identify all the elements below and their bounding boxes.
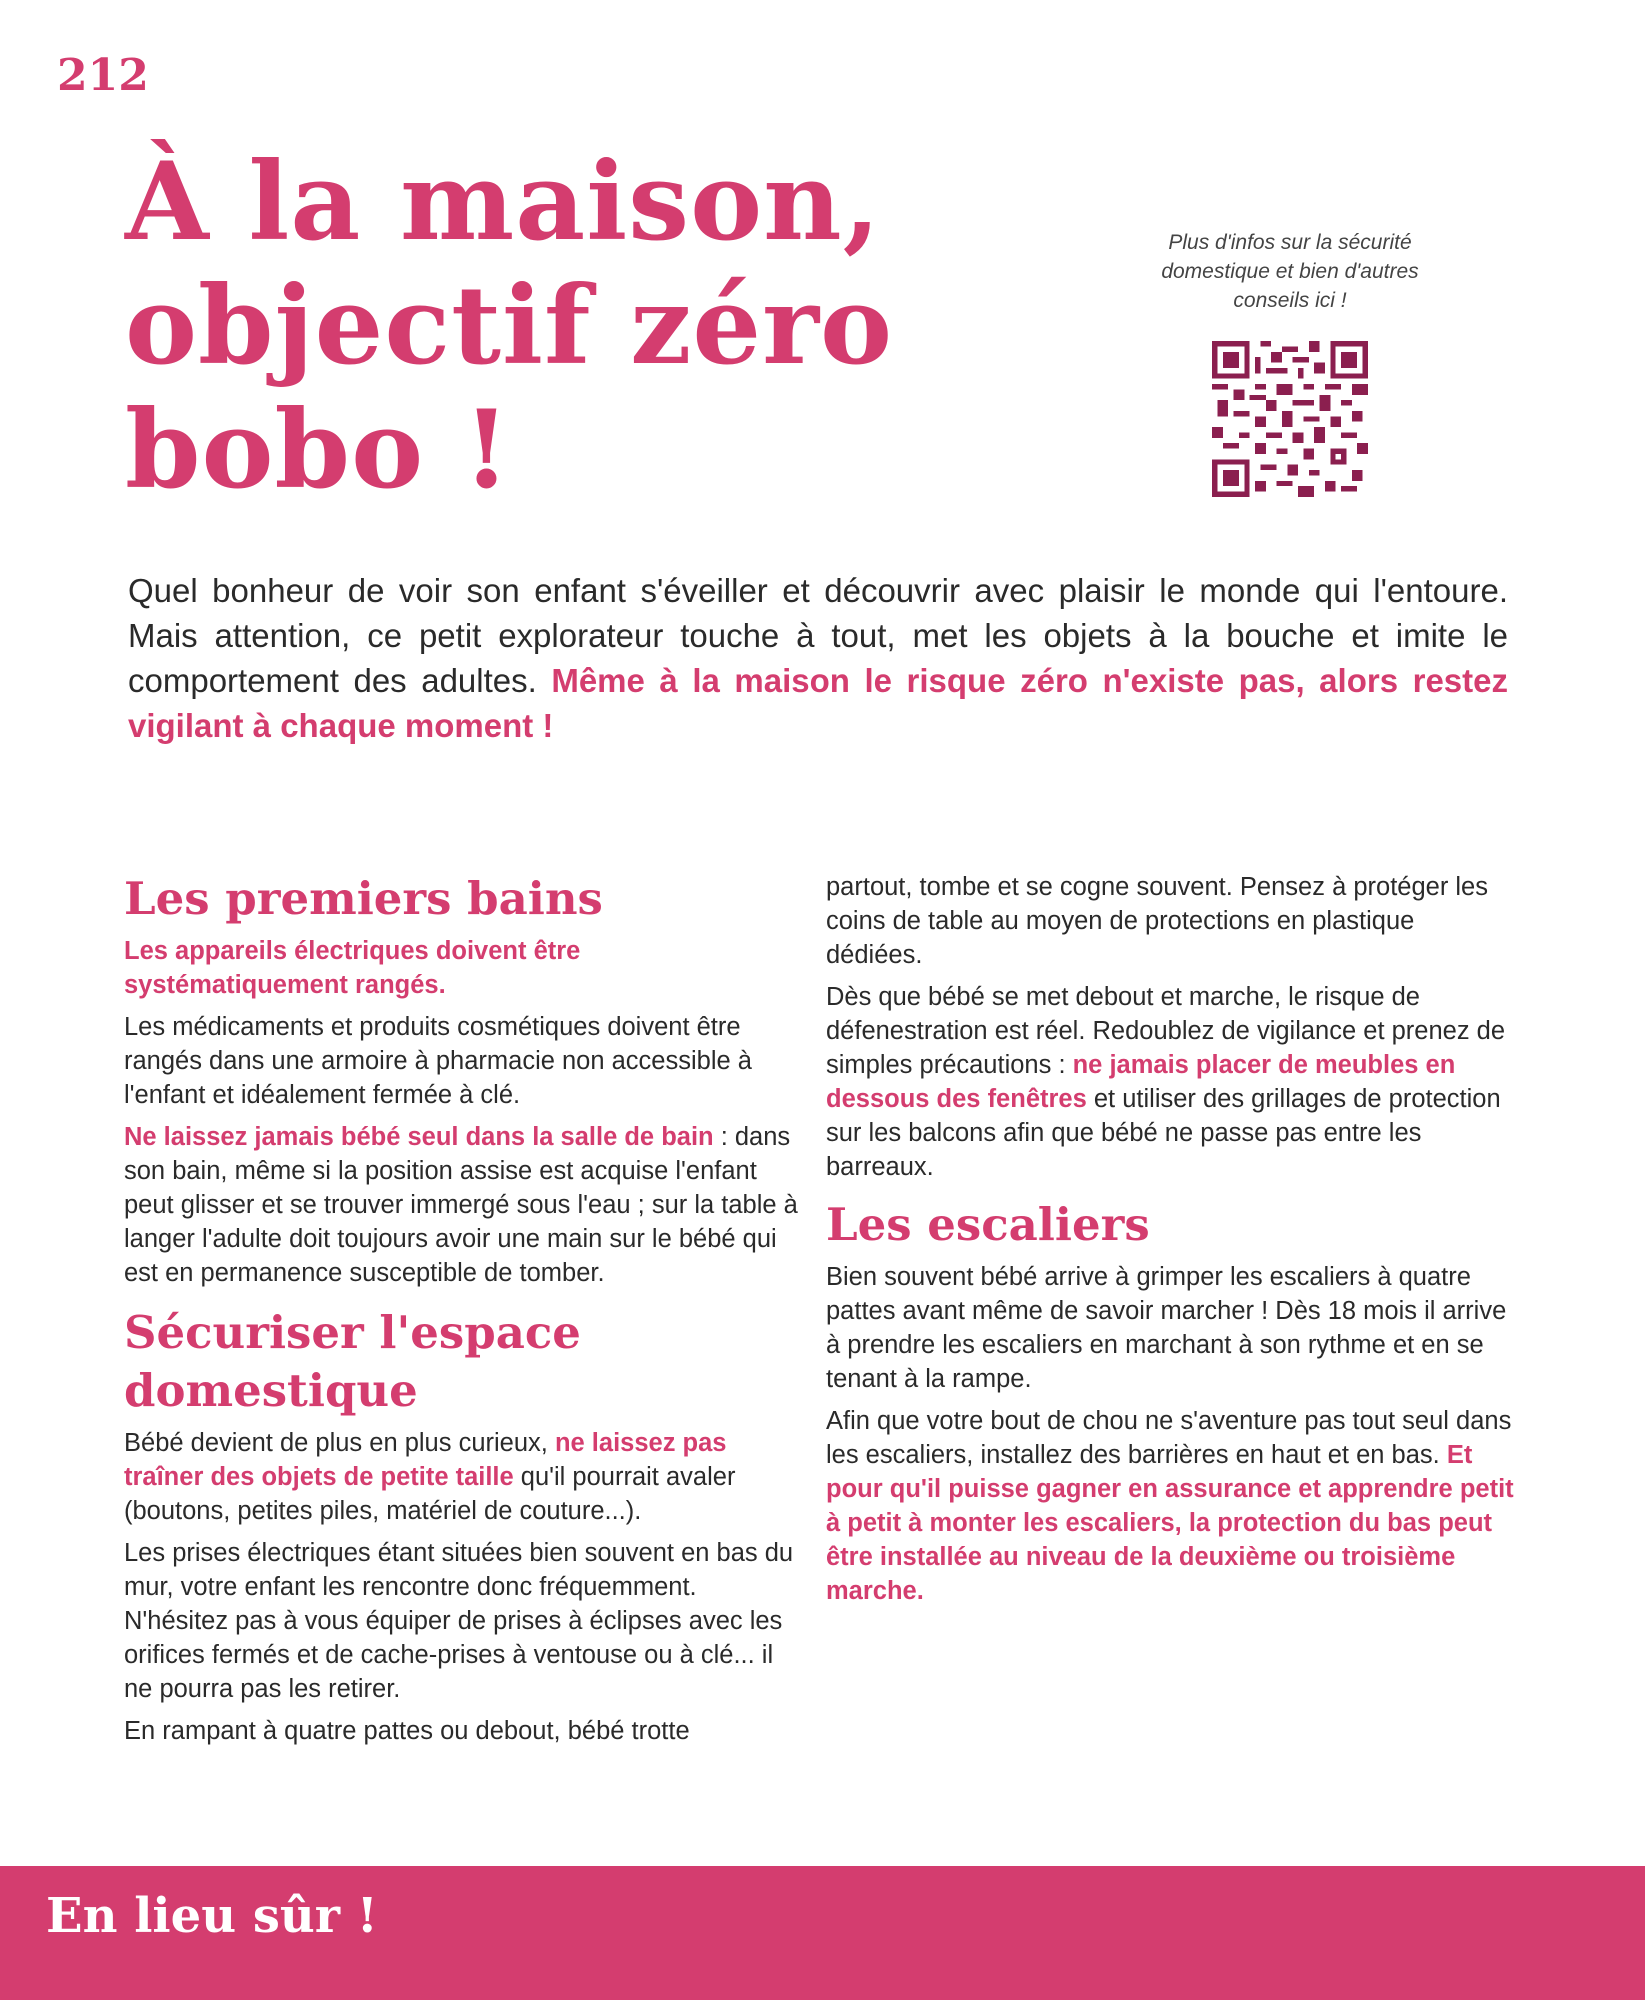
qr-caption [1120,228,1460,315]
escaliers-p2-start: Afin que votre bout de chou ne s'aventure pas tout seul dans les escaliers, installez des barrières en haut et en bas. [826,1407,1512,1469]
intro-highlight: Même à la maison le risque zéro n'existe pas, alors restez vigilant à chaque moment ! [128,662,1508,744]
securiser-p4-end: et utiliser des grillages de protection sur les balcons afin que bébé ne passe pas entre les barreaux. [826,1085,1501,1181]
page-title [125,140,1025,512]
premiers-bains-p2-highlight: Ne laissez jamais bébé seul dans la salle de bain [124,1123,714,1151]
left-column [124,870,804,1756]
qr-caption-line-2: domestique et bien d'autres [1161,260,1419,283]
title-line-3: bobo ! [125,387,512,513]
title-line-1: À la maison, [125,139,882,265]
heading-premiers-bains: Les premiers bains [124,872,603,925]
securiser-p4-highlight: ne jamais placer de meubles en dessous des fenêtres [826,1051,1456,1113]
heading-securiser: Sécuriser l'espace domestique [124,1306,581,1417]
securiser-p3-start: En rampant à quatre pattes ou debout, bébé trotte [124,1717,690,1745]
premiers-bains-p2-text: : dans son bain, même si la position assise est acquise l'enfant peut glisser et se trouver immergé sous l'eau ; sur la table à langer l'adulte doit toujours avoir une main sur le bébé qui est en permanence susceptible de tomber. [124,1123,798,1287]
right-column [826,870,1516,1616]
securiser-p4-start: Dès que bébé se met debout et marche, le risque de défenestration est réel. Redoublez de vigilance et prenez de simples précautions : [826,983,1506,1079]
title-line-2: objectif zéro [125,263,894,389]
qr-code-icon[interactable] [1212,341,1368,497]
footer-band [0,1866,1645,2000]
page-number: 212 [57,50,149,101]
securiser-p2: Les prises électriques étant situées bien souvent en bas du mur, votre enfant les rencontre donc fréquemment. N'hésitez pas à vous équiper de prises à éclipses avec les orifices fermés et de cache-prises à ventouse ou à clé... il ne pourra pas les retirer. [124,1539,794,1703]
securiser-p1-highlight: ne laissez pas traîner des objets de petite taille [124,1429,727,1491]
securiser-p4 [826,980,1516,1184]
securiser-p1 [124,1426,804,1528]
securiser-p3-cont: partout, tombe et se cogne souvent. Pensez à protéger les coins de table au moyen de protections en plastique dédiées. [826,873,1488,969]
premiers-bains-p1: Les médicaments et produits cosmétiques doivent être rangés dans une armoire à pharmacie non accessible à l'enfant et idéalement fermée à clé. [124,1013,752,1109]
qr-caption-line-1: Plus d'infos sur la sécurité [1168,231,1412,254]
escaliers-p2 [826,1404,1516,1608]
escaliers-p2-highlight: Et pour qu'il puisse gagner en assurance et apprendre petit à petit à monter les escaliers, la protection du bas peut être installée au niveau de la deuxième ou troisième marche. [826,1441,1514,1605]
qr-info-box [1120,228,1460,497]
intro-paragraph [128,568,1508,748]
qr-caption-line-3: conseils ici ! [1233,289,1347,312]
intro-text: Quel bonheur de voir son enfant s'éveiller et découvrir avec plaisir le monde qui l'entoure. Mais attention, ce petit explorateur touche à tout, met les objets à la bouche et imite le comportement des adultes. [128,572,1508,699]
securiser-p1-start: Bébé devient de plus en plus curieux, [124,1429,555,1457]
heading-escaliers: Les escaliers [826,1198,1150,1251]
escaliers-p1: Bien souvent bébé arrive à grimper les escaliers à quatre pattes avant même de savoir marcher ! Dès 18 mois il arrive à prendre les escaliers en marchant à son rythme et en se tenant à la rampe. [826,1263,1507,1393]
securiser-p1-end: qu'il pourrait avaler (boutons, petites piles, matériel de couture...). [124,1463,736,1525]
footer-title: En lieu sûr ! [46,1888,378,1944]
premiers-bains-lead: Les appareils électriques doivent être systématiquement rangés. [124,937,581,999]
premiers-bains-p2 [124,1120,804,1290]
